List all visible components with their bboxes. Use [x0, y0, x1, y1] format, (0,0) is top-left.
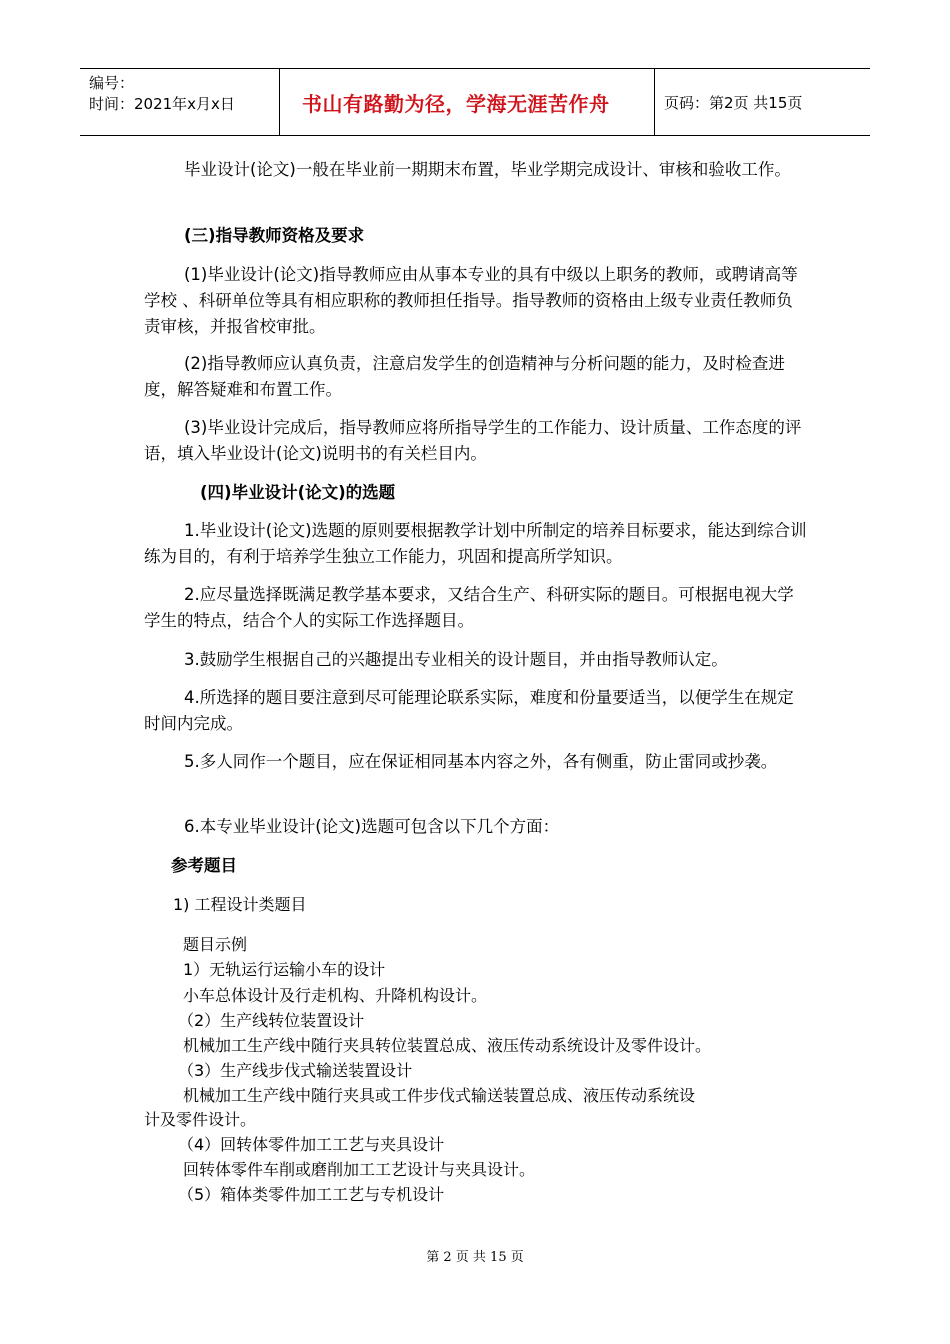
document-number-label: 编号：: [89, 74, 135, 92]
example-line: 1）无轨运行运输小车的设计: [183, 960, 386, 979]
section-4-heading: (四)毕业设计(论文)的选题: [200, 483, 396, 502]
example-line: （3）生产线步伐式输送装置设计: [178, 1061, 413, 1080]
example-line: （5）箱体类零件加工工艺与专机设计: [178, 1185, 445, 1204]
page-footer: 第 2 页 共 15 页: [426, 1250, 524, 1265]
intro-paragraph: 毕业设计(论文)一般在毕业前一期期末布置，毕业学期完成设计、审核和验收工作。: [184, 160, 791, 179]
section-4-item-5: 5.多人同作一个题目，应在保证相同基本内容之外，各有侧重，防止雷同或抄袭。: [184, 752, 778, 771]
example-line: 小车总体设计及行走机构、升降机构设计。: [183, 986, 488, 1005]
section-4-item-3: 3.鼓励学生根据自己的兴趣提出专业相关的设计题目，并由指导教师认定。: [184, 650, 728, 669]
example-line: 机械加工生产线中随行夹具或工件步伐式输送装置总成、液压传动系统设: [183, 1086, 696, 1105]
section-4-item-2: 2.应尽量选择既满足教学基本要求，又结合生产、科研实际的题目。可根据电视大学学生的特点，结合个人的实际工作选择题目。: [144, 585, 794, 630]
example-line: 回转体零件车削或磨削加工工艺设计与夹具设计。: [183, 1160, 536, 1179]
section-3-item-1: (1)毕业设计(论文)指导教师应由从事本专业的具有中级以上职务的教师，或聘请高等学校 、科研单位等具有相应职称的教师担任指导。指导教师的资格由上级专业责任教师负责审核，并报省校审批。: [144, 265, 798, 336]
section-3-heading: (三)指导教师资格及要求: [184, 226, 365, 245]
reference-topics-subheading: 1) 工程设计类题目: [173, 895, 307, 914]
section-4-item-4: 4.所选择的题目要注意到尽可能理论联系实际，难度和份量要适当，以便学生在规定时间内完成。: [144, 688, 794, 733]
section-4-item-1: 1.毕业设计(论文)选题的原则要根据教学计划中所制定的培养目标要求，能达到综合训练为目的，有利于培养学生独立工作能力，巩固和提高所学知识。: [144, 521, 807, 566]
examples-label: 题目示例: [183, 935, 248, 954]
page-header: [80, 68, 870, 136]
section-3-item-3: (3)毕业设计完成后，指导教师应将所指导学生的工作能力、设计质量、工作态度的评语，填入毕业设计(论文)说明书的有关栏目内。: [144, 418, 802, 463]
reference-topics-heading: 参考题目: [171, 856, 237, 875]
header-page-code: 页码：第2页 共15页: [664, 93, 803, 112]
example-line: （2）生产线转位装置设计: [178, 1011, 365, 1030]
header-meta: [80, 69, 280, 135]
example-line: 计及零件设计。: [144, 1110, 257, 1129]
header-motto: 书山有路勤为径，学海无涯苦作舟: [280, 69, 655, 135]
document-date: 时间：2021年x月x日: [89, 95, 235, 113]
example-line: （4）回转体零件加工工艺与夹具设计: [178, 1135, 445, 1154]
section-3-item-2: (2)指导教师应认真负责，注意启发学生的创造精神与分析问题的能力，及时检查进度，解答疑难和布置工作。: [144, 354, 785, 399]
section-4-item-6: 6.本专业毕业设计(论文)选题可包含以下几个方面：: [184, 817, 560, 836]
example-line: 机械加工生产线中随行夹具转位装置总成、液压传动系统设计及零件设计。: [183, 1036, 712, 1055]
